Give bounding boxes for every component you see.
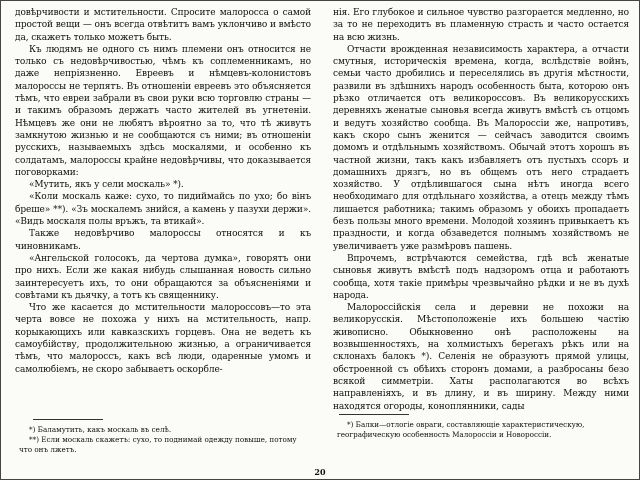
paragraph: довѣрчивости и мстительности. Спросите малоросса о самой простой вещи — онъ всегда отвѣтитъ вамъ уклончиво и вмѣсто да, скажетъ только можетъ быть.	[15, 8, 311, 43]
paragraph: Отчасти врожденная независимость характера, а отчасти смутныя, историческія времена, когда, вслѣдствіе войнъ, семьи часто дробились и переселялись въ другія мѣстности, развили въ здѣшнихъ народъ особенность быта, которою онъ рѣзко отличается отъ великороссовъ. Въ великорусскихъ деревняхъ женатые сыновья всегда живутъ вмѣстѣ съ отцомъ и ведутъ хозяйство сообща. Въ Малороссіи же, напротивъ, какъ скоро сынъ женится — сейчасъ заводится своимъ домомъ и отдѣльнымъ хозяйствомъ. Обычай этотъ хорошъ въ частной жизни, такъ какъ избавляетъ отъ пустыхъ ссоръ и домашнихъ дрязгъ, но въ общемъ отъ него страдаетъ хозяйство. У отдѣлившагося сына нѣтъ иногда всего необходимаго для отдѣльнаго хозяйства, а отецъ между тѣмъ лишается работника; такимъ образомъ у обоихъ пропадаетъ безъ пользы много времени. Молодой хозяинъ привыкаетъ къ праздности, и когда обзаведется полнымъ хозяйствомъ не увеличиваетъ уже размѣровъ пашень.	[333, 44, 629, 252]
proverb: «Мутить, якъ у сели москаль» *).	[29, 180, 184, 191]
right-column-text	[333, 7, 629, 413]
paragraph: «Ангельской голосокъ, да чертова думка», говорятъ они про нихъ. Если же какая нибудь слышанная новость сильно заинтересуетъ ихъ, то они обращаются за объясненіями и совѣтами къ дьячку, а тотъ къ священнику.	[15, 253, 311, 301]
paragraph: Къ людямъ не одного съ нимъ племени онъ относится не только съ недовѣрчивостью, чѣмъ къ соплеменникамъ, но даже непріязненно. Евреевъ и нѣмцевъ-колонистовъ малороссы не терпятъ. Въ отношеніи евреевъ это объясняется тѣмъ, что евреи забрали въ свои руки всю торговлю страны — и такимъ образомъ держатъ часто жителей въ угнетеніи. Нѣмцевъ же они не любятъ вѣроятно за то, что тѣ живутъ замкнутою жизнью и не сообщаются съ ними; въ отношеніи русскихъ, называемыхъ здѣсь москалями, и особенно къ солдатамъ, малороссы крайне недовѣрчивы, что доказывается поговорками:	[15, 44, 311, 178]
footnote: *) Баламутить, какъ москаль въ селѣ.	[29, 425, 172, 434]
left-column-text	[15, 7, 311, 376]
proverb: «Коли москаль каже: сухо, то пидиймайсь по ухо; бо вінъ бреше» **). «Зъ москалемъ знийся, а камень у пазухи держи». «Видъ москаля полы връжъ, та втикай».	[15, 192, 311, 228]
paragraph: Также недовѣрчиво малороссы относятся и къ чиновникамъ.	[15, 229, 311, 252]
paragraph: Впрочемъ, встрѣчаются семейства, гдѣ всѣ женатые сыновья живутъ вмѣстѣ подъ надзоромъ отца и работаютъ сообща, хотя такіе примѣры чрезвычайно рѣдки и не въ духѣ народа.	[333, 253, 629, 301]
footnote: **) Если москаль скажетъ: сухо, то поднимай одежду повыше, потому что онъ лжетъ.	[19, 435, 297, 454]
right-footnotes	[337, 420, 627, 440]
paragraph: Малороссійскія села и деревни не похожи на великорусскія. Мѣстоположеніе ихъ большею частію живописно. Обыкновенно онѣ расположены на возвышенностяхъ, на холмистыхъ берегахъ рѣкъ или на склонахъ балокъ *). Селенія не образуютъ прямой улицы, обстроенной съ обѣихъ сторонъ домами, а разбросаны безо всякой симметріи. Хаты располагаются во всѣхъ направленіяхъ, и въ длину, и въ ширину. Между ними находятся огороды, коноплянники, сады	[333, 303, 629, 412]
paragraph: Что же касается до мстительности малороссовъ—то эта черта вовсе не похожа у нихъ на мстительность, напр. корыкающихъ или кавказскихъ горцевъ. Она не ведетъ къ самоубійству, продолжительною жизнью, а ограничивается тѣмъ, что малороссъ, какъ всѣ люди, одаренные умомъ и самолюбіемъ, не скоро забываетъ оскорбле-	[15, 303, 311, 375]
left-footnotes	[19, 425, 309, 455]
paragraph: нія. Его глубокое и сильное чувство разгорается медленно, но за то не переходитъ въ пламенную страсть и часто остается на всю жизнь.	[333, 8, 629, 43]
footnote-rule	[339, 414, 409, 415]
footnote-rule	[33, 419, 103, 420]
page-number: 20	[314, 467, 326, 477]
footnote: *) Балки—отлогіе овраги, составляющіе характеристическую, географическую особенность Малороссіи и Новороссіи.	[337, 420, 585, 439]
